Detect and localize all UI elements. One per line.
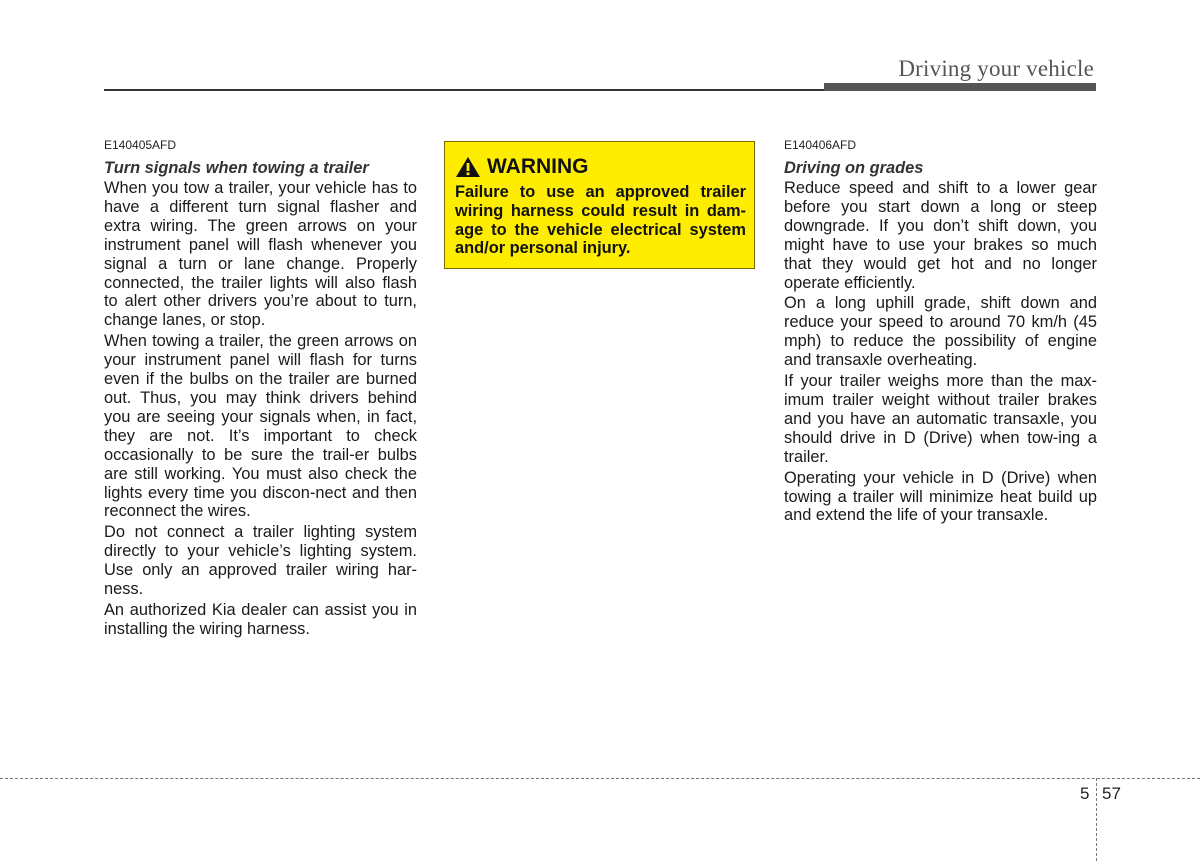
right-column — [784, 138, 1097, 527]
footer-divider — [1096, 778, 1097, 861]
paragraph: On a long uphill grade, shift down and reduce your speed to around 70 km/h (45 mph) to reduce the possibility of engine and transaxle overheating. — [784, 294, 1097, 370]
paragraph: When you tow a trailer, your vehicle has to have a different turn signal flasher and extra wiring. The green arrows on your instrument panel will flash whenever you signal a turn or lane change. Properly connected, the trailer lights will also flash to alert other drivers you’re about to turn, change lanes, or stop. — [104, 179, 417, 330]
subhead-turn-signals: Turn signals when towing a trailer — [104, 159, 369, 177]
warning-header — [455, 154, 754, 180]
paragraph: Do not connect a trailer lighting system directly to your vehicle’s lighting system. Use only an approved trailer wiring har-ness. — [104, 523, 417, 599]
chapter-number: 5 — [1080, 784, 1090, 803]
header-rule-thick — [824, 83, 1096, 91]
paragraph: If your trailer weighs more than the max-imum trailer weight without trailer brakes and you have an automatic transaxle, you should drive in D (Drive) when tow-ing a trailer. — [784, 372, 1097, 466]
footer-rule — [0, 778, 1200, 779]
warning-triangle-icon — [455, 156, 481, 178]
warning-title: WARNING — [487, 155, 589, 178]
paragraph: Operating your vehicle in D (Drive) when towing a trailer will minimize heat build up and extend the life of your transaxle. — [784, 468, 1097, 525]
paragraph: When towing a trailer, the green arrows on your instrument panel will flash for turns even if the bulbs on the trailer are burned out. Thus, you may think drivers behind you are seeing your signals when, in fact, they are not. It’s important to check occasionally to be sure the trail-er bulbs are still working. You must also check the lights every time you discon-nect and then reconnect the wires. — [104, 332, 417, 521]
left-column — [104, 138, 417, 641]
page-number: 57 — [1102, 784, 1121, 803]
paragraph: An authorized Kia dealer can assist you in installing the wiring harness. — [104, 600, 417, 638]
subhead-driving-on-grades: Driving on grades — [784, 159, 924, 177]
section-code: E140406AFD — [784, 138, 857, 152]
paragraph: Reduce speed and shift to a lower gear before you start down a long or steep downgrade. If you don’t shift down, you might have to use your brakes so much that they would get hot and no longer operate efficiently. — [784, 179, 1097, 292]
header-rule-thin — [104, 89, 824, 91]
warning-box — [444, 141, 755, 269]
warning-text: Failure to use an approved trailer wiring harness could result in dam-age to the vehicle electrical system and/or personal injury. — [455, 183, 746, 258]
section-code: E140405AFD — [104, 138, 177, 152]
section-title: Driving your vehicle — [898, 56, 1094, 81]
